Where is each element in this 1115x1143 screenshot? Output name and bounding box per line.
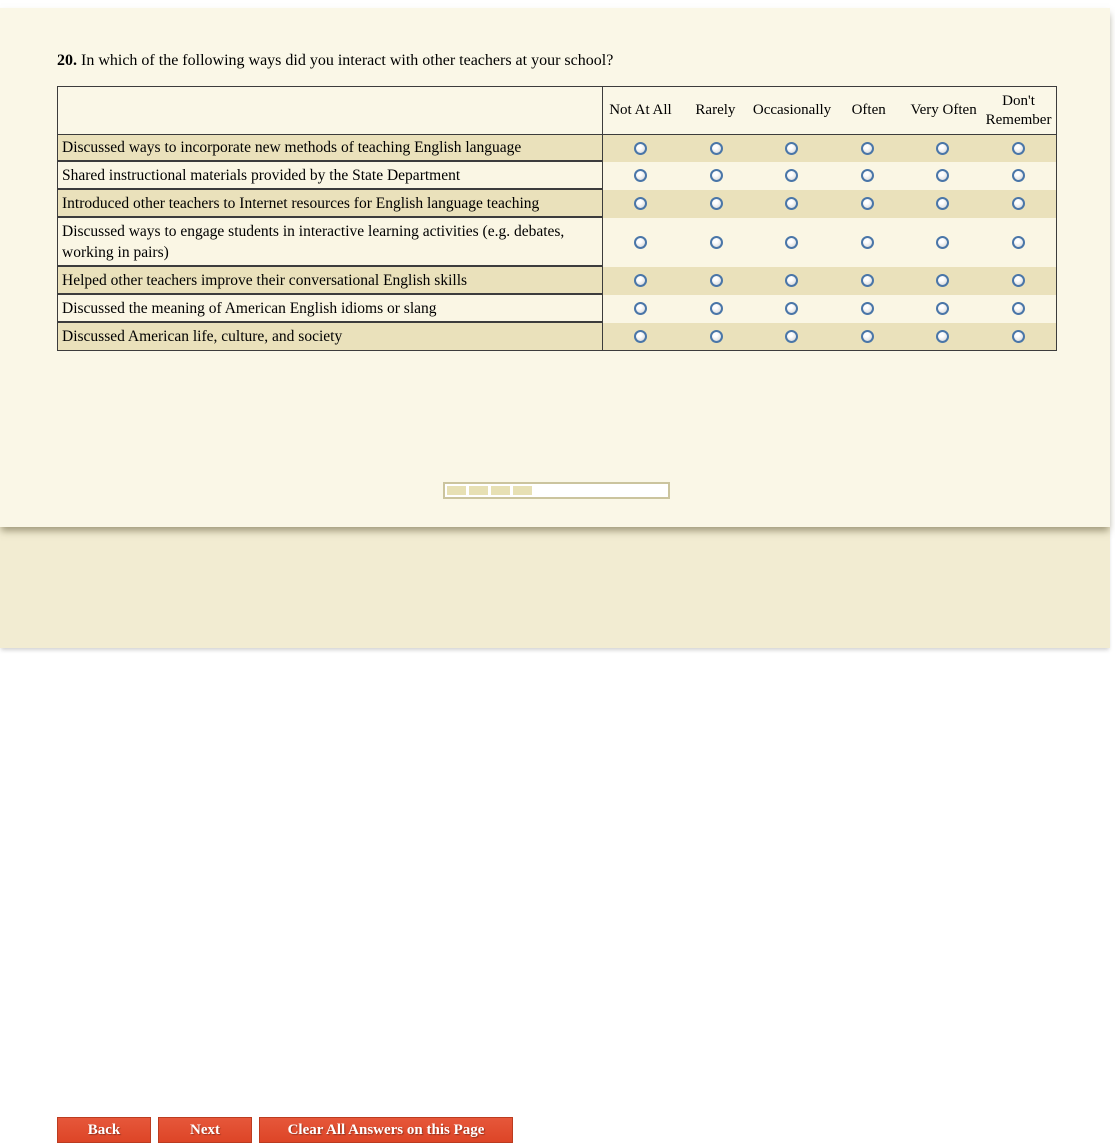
radio-option[interactable]	[634, 274, 647, 287]
table-row	[58, 162, 1056, 190]
radio-option[interactable]	[1012, 169, 1025, 182]
clear-all-answers-button[interactable]: Clear All Answers on this Page	[259, 1117, 513, 1143]
radio-option[interactable]	[936, 236, 949, 249]
radio-option[interactable]	[710, 274, 723, 287]
question-matrix-table	[57, 86, 1057, 351]
table-row	[58, 267, 1056, 295]
radio-option[interactable]	[936, 169, 949, 182]
question-label: In which of the following ways did you interact with other teachers at your school?	[81, 52, 614, 69]
radio-option[interactable]	[861, 274, 874, 287]
row-statement: Discussed ways to engage students in interactive learning activities (e.g. debates, working in pairs)	[58, 217, 603, 267]
column-header-very-often: Very Often	[910, 102, 977, 119]
table-header-row	[58, 87, 1056, 135]
table-row	[58, 323, 1056, 351]
radio-option[interactable]	[785, 302, 798, 315]
column-header-often: Often	[851, 102, 886, 119]
next-button[interactable]: Next	[158, 1117, 252, 1143]
radio-option[interactable]	[936, 330, 949, 343]
radio-option[interactable]	[861, 236, 874, 249]
radio-option[interactable]	[861, 142, 874, 155]
radio-option[interactable]	[861, 197, 874, 210]
radio-option[interactable]	[634, 142, 647, 155]
radio-option[interactable]	[1012, 330, 1025, 343]
progress-segment	[469, 486, 488, 495]
radio-option[interactable]	[710, 197, 723, 210]
radio-option[interactable]	[1012, 142, 1025, 155]
radio-option[interactable]	[710, 302, 723, 315]
footer-bar	[0, 527, 1110, 1138]
radio-option[interactable]	[936, 274, 949, 287]
statement-header-cell	[58, 87, 603, 134]
radio-option[interactable]	[936, 142, 949, 155]
progress-bar	[443, 482, 670, 499]
radio-option[interactable]	[710, 330, 723, 343]
table-row	[58, 190, 1056, 218]
column-header-occasionally: Occasionally	[752, 102, 832, 119]
survey-page-body	[0, 8, 1110, 527]
row-statement: Discussed American life, culture, and society	[58, 322, 603, 351]
radio-option[interactable]	[785, 142, 798, 155]
radio-option[interactable]	[634, 197, 647, 210]
radio-option[interactable]	[861, 330, 874, 343]
radio-option[interactable]	[634, 169, 647, 182]
radio-option[interactable]	[710, 236, 723, 249]
radio-option[interactable]	[1012, 197, 1025, 210]
progress-segment	[491, 486, 510, 495]
column-header-not-at-all: Not At All	[609, 102, 672, 119]
radio-option[interactable]	[861, 302, 874, 315]
radio-option[interactable]	[1012, 302, 1025, 315]
row-statement: Discussed the meaning of American English idioms or slang	[58, 294, 603, 323]
table-row	[58, 218, 1056, 267]
column-header-dont-remember: Don't Remember	[985, 92, 1052, 128]
row-statement: Helped other teachers improve their conversational English skills	[58, 266, 603, 295]
question-text	[57, 52, 613, 70]
back-button[interactable]: Back	[57, 1117, 151, 1143]
radio-option[interactable]	[634, 236, 647, 249]
radio-option[interactable]	[634, 330, 647, 343]
row-statement: Shared instructional materials provided by the State Department	[58, 161, 603, 190]
radio-option[interactable]	[936, 197, 949, 210]
column-header-rarely: Rarely	[695, 102, 736, 119]
radio-option[interactable]	[1012, 274, 1025, 287]
progress-segment	[447, 486, 466, 495]
radio-option[interactable]	[936, 302, 949, 315]
radio-option[interactable]	[710, 142, 723, 155]
radio-option[interactable]	[1012, 236, 1025, 249]
radio-option[interactable]	[785, 274, 798, 287]
table-row	[58, 295, 1056, 323]
radio-option[interactable]	[861, 169, 874, 182]
row-statement: Introduced other teachers to Internet resources for English language teaching	[58, 189, 603, 218]
radio-option[interactable]	[634, 302, 647, 315]
question-number: 20.	[57, 52, 77, 69]
radio-option[interactable]	[785, 330, 798, 343]
radio-option[interactable]	[785, 197, 798, 210]
progress-segment	[513, 486, 532, 495]
table-row	[58, 135, 1056, 162]
radio-option[interactable]	[710, 169, 723, 182]
radio-option[interactable]	[785, 169, 798, 182]
row-statement: Discussed ways to incorporate new methods of teaching English language	[58, 135, 603, 162]
radio-option[interactable]	[785, 236, 798, 249]
